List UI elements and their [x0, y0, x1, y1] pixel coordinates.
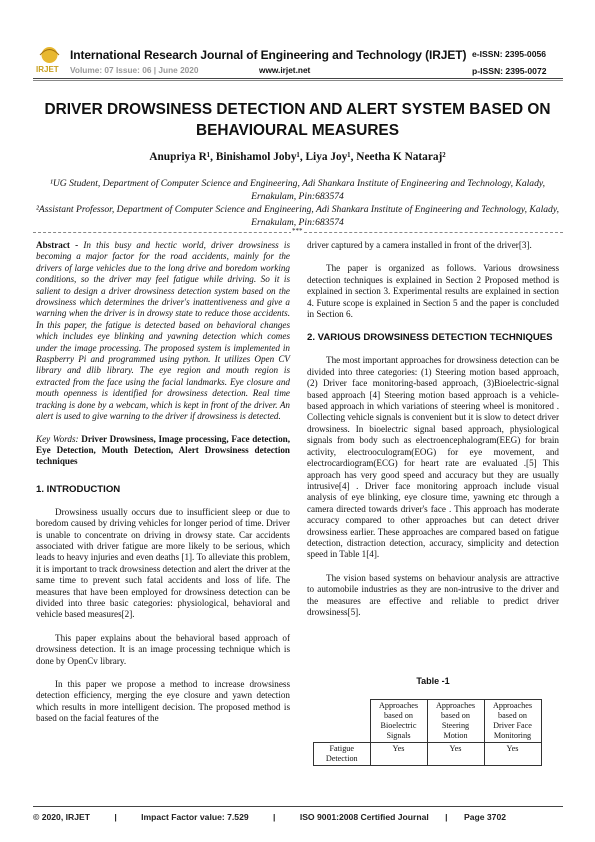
table-caption: Table -1 — [416, 676, 450, 686]
abstract-text: In this busy and hectic world, driver drowsiness is becoming a major factor for the road accidents, mainly for the drivers of large vehicles due to the long drive and boredom working conditions, so the driver may feel fatigue while driving. So it is salient to design a driver drowsiness detection system based on the drowsiness which determines the driver's inattentiveness and give a warning when the driver is in drowsy state to reduce those accidents. In this paper, the fatigue is detected based on behavioral changes which includes eye blinking and yawning detection which comes under the image processing. The proposed system is implemented in Raspberry Pi and programmed using python. It utilizes Open CV library and dlib library. The eye region and mouth region is extracted from the face using the facial landmarks. Eye closure and mouth openness is identified for drowsiness detection. Real time tracking is done by a webcam, which is kept in front of the driver. An alert is used to give warning to the driver if drowsiness is detected. — [36, 240, 291, 422]
right-paragraph-1: The paper is organized as follows. Various drowsiness detection techniques is explained in Section 2 Proposed method is explained in section 3. Experimental results are explained in section 4. Future scope is explained in Section 5 and the paper is concluded in Section 6. — [307, 263, 559, 320]
keywords-text: Driver Drowsiness, Image processing, Face detection, Eye Detection, Mouth Detection, Alert Drowsiness detection techniques — [36, 433, 290, 467]
section-1-heading: 1. INTRODUCTION — [36, 483, 121, 495]
table-cell: Yes — [370, 743, 427, 766]
affiliation-1: ¹UG Student, Department of Computer Science and Engineering, Adi Shankara Institute of Engineering and Technology, Kalady, Ernakulam, Pin:683574 — [49, 178, 546, 202]
e-issn: e-ISSN: 2395-0056 — [472, 49, 547, 59]
right-paragraph-2: The most important approaches for drowsiness detection can be divided into three categories: (1) Steering motion based approach, (2) Driver face monitoring-based approach, (3)Bioelectric-signal based approach [4] Steering motion based approach is a vehicle-based approach in which variations of steering wheel is monitored . Collecting vehicle signals is convenient but it is slow to detect driver drowsiness. In bioelectric signal based approach, physiological signals from body such as electroencephalogram(EEG) for brain activity, electrooculogram(EOG) for eye movement, and electrocardiogram(ECG) for heart rate are evaluated .[5] This approach has very good speed and accuracy but they are usually intrusive[4] . Driver face monitoring approach include visual analysis of eye blinking, eye closure time, yawning etc through a camera directed towards driver's face . This approach has moderate accuracy compared to other approaches but can detect driver drowsiness earlier. These approaches are compared based on fatigue detection, distraction detection, accuracy, simplicity and detection speed in Table 1[4]. — [307, 355, 559, 560]
abstract-label: Abstract - — [36, 240, 79, 250]
keywords — [36, 434, 290, 468]
footer-divider: | — [445, 812, 448, 822]
table-row — [314, 743, 542, 766]
footer-page-number: Page 3702 — [463, 812, 507, 822]
header-rule-thin — [33, 80, 563, 81]
left-column — [36, 240, 290, 725]
table-header-cell: Approaches based on Steering Motion — [427, 700, 484, 743]
logo-text: IRJET — [36, 65, 59, 74]
footer-divider: | — [114, 812, 117, 822]
volume-issue: Volume: 07 Issue: 06 | June 2020 — [70, 65, 199, 75]
journal-website[interactable]: www.irjet.net — [259, 65, 311, 75]
abstract — [36, 240, 290, 423]
journal-name: International Research Journal of Engineering and Technology (IRJET) — [70, 48, 467, 62]
keywords-label: Key Words: — [36, 433, 79, 444]
table-header-cell: Approaches based on Bioelectric Signals — [370, 700, 427, 743]
footer-iso: ISO 9001:2008 Certified Journal — [299, 812, 429, 822]
intro-paragraph-3: In this paper we propose a method to increase drowsiness detection efficiency, merging the eye closure and yawn detection which results in more intelligent decision. The proposed method is based on the facial features of the — [36, 679, 290, 724]
header-rule — [33, 78, 563, 79]
right-paragraph-0: driver captured by a camera installed in front of the driver[3]. — [307, 240, 532, 250]
affiliation-2: ²Assistant Professor, Department of Computer Science and Engineering, Adi Shankara Institute of Engineering and Technology, Kalady, Ernakulam, Pin:683574 — [36, 204, 559, 228]
table-corner-cell — [314, 700, 371, 743]
footer-copyright: © 2020, IRJET — [33, 812, 90, 822]
footer-impact-factor: Impact Factor value: 7.529 — [141, 812, 249, 822]
right-column — [307, 240, 559, 618]
comparison-table — [313, 699, 542, 766]
paper-title: DRIVER DROWSINESS DETECTION AND ALERT SYSTEM BASED ON BEHAVIOURAL MEASURES — [44, 101, 551, 139]
intro-paragraph-1: Drowsiness usually occurs due to insufficient sleep or due to boredom caused by driving vehicles for longer period of time. Driver is unable to concentrate on driving in drowsy state. Car accidents associated with driver fatigue are more likely to be serious, which leads to heavy injuries and even deaths [1]. To alleviate this problem, it is important to track drowsiness detection and alert the driver at the same time to prevent such fatal accidents and loss of life. The measures that have been employed for drowsiness detection can be divided into three basic categories: physiological, behavioral and vehicle based measures[2]. — [36, 506, 290, 620]
table-row-label: Fatigue Detection — [314, 743, 371, 766]
table-cell: Yes — [427, 743, 484, 766]
table-header-row — [314, 700, 542, 743]
table-header-cell: Approaches based on Driver Face Monitoring — [484, 700, 541, 743]
separator-mark: *** — [292, 227, 303, 235]
paper-authors: Anupriya R¹, Binishamol Joby¹, Liya Joy¹, Neetha K Nataraj² — [149, 151, 446, 163]
intro-paragraph-2: This paper explains about the behavioral based approach of drowsiness detection. It is an image processing technique which is done by OpenCv library. — [36, 632, 290, 666]
section-2-heading: 2. VARIOUS DROWSINESS DETECTION TECHNIQUES — [307, 332, 553, 344]
right-paragraph-3: The vision based systems on behaviour analysis are attractive to automobile industries as they are non-intrusive to the driver and the measures are effective and reliable to predict driver drowsiness[5]. — [307, 572, 559, 617]
table-cell: Yes — [484, 743, 541, 766]
p-issn: p-ISSN: 2395-0072 — [472, 66, 547, 76]
footer-divider: | — [273, 812, 276, 822]
page-footer — [33, 812, 563, 822]
footer-rule — [33, 806, 563, 807]
